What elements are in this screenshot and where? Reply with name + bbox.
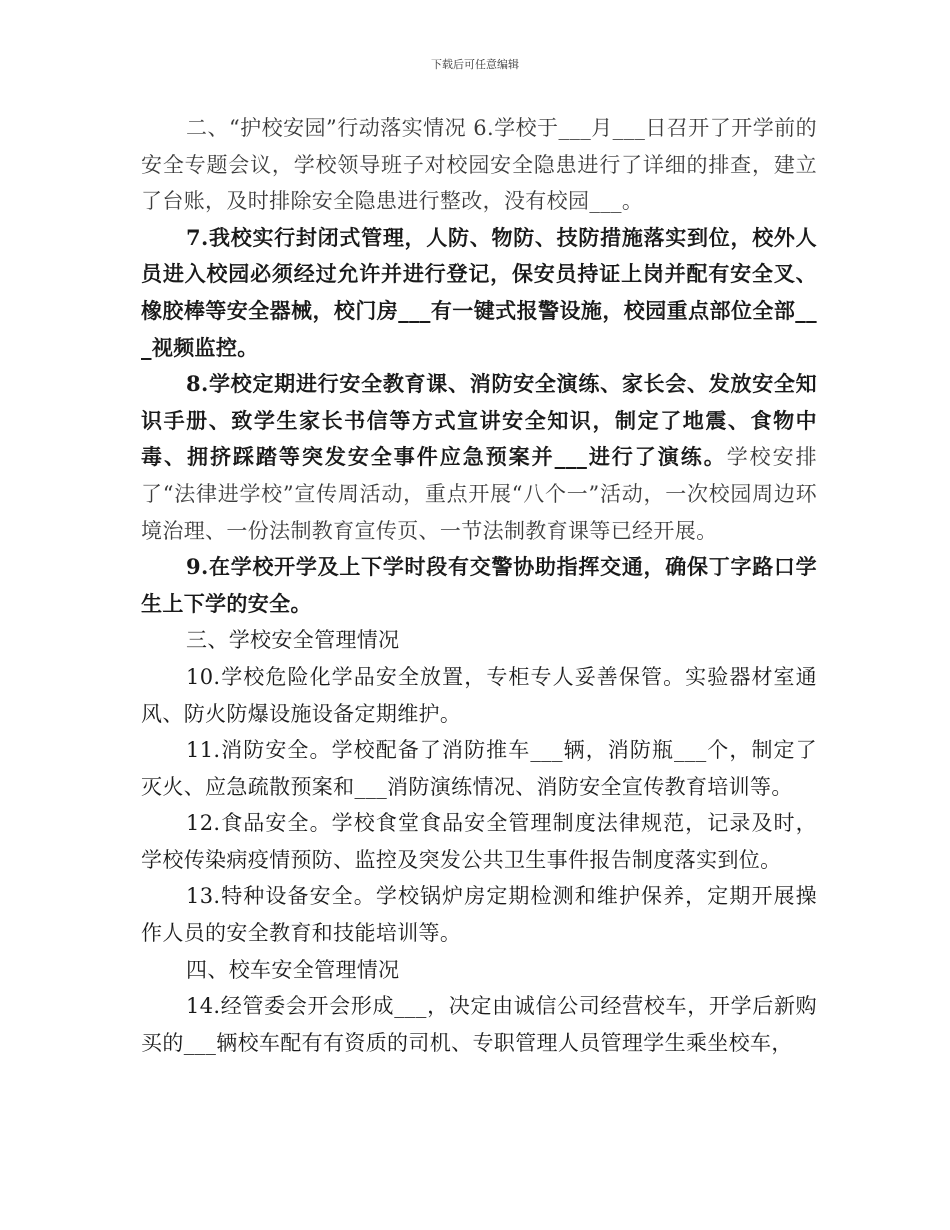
document-body bbox=[141, 110, 817, 1061]
paragraph-item-11: 11.消防安全。学校配备了消防推车___辆，消防瓶___个，制定了灭火、应急疏散预案和___消防演练情况、消防安全宣传教育培训等。 bbox=[141, 738, 817, 799]
paragraph-item-14: 14.经管委会开会形成___，决定由诚信公司经营校车，开学后新购买的___辆校车配有有资质的司机、专职管理人员管理学生乘坐校车， bbox=[141, 994, 817, 1055]
paragraph-item-13: 13.特种设备安全。学校锅炉房定期检测和维护保养，定期开展操作人员的安全教育和技能培训等。 bbox=[141, 884, 817, 946]
paragraph-item-10: 10.学校危险化学品安全放置，专柜专人妥善保管。实验器材室通风、防火防爆设施设备定期维护。 bbox=[141, 664, 817, 726]
section-heading-4: 四、校车安全管理情况 bbox=[186, 957, 400, 982]
paragraph-item-8-continued: 学校安排了“法律进学校”宣传周活动，重点开展“八个一”活动，一次校园周边环境治理、一份法制教育宣传页、一节法制教育课等已经开展。 bbox=[141, 445, 817, 543]
paragraph-item-8 bbox=[141, 366, 817, 549]
paragraph-item-12: 12.食品安全。学校食堂食品安全管理制度法律规范，记录及时，学校传染病疫情预防、监控及突发公共卫生事件报告制度落实到位。 bbox=[141, 811, 817, 872]
paragraph-section-2-intro: 二、“护校安园”行动落实情况 6.学校于___月___日召开了开学前的安全专题会议，学校领导班子对校园安全隐患进行了详细的排查，建立了台账，及时排除安全隐患进行整改，没有校园___。 bbox=[141, 116, 817, 214]
paragraph-item-7: 7.我校实行封闭式管理，人防、物防、技防措施落实到位，校外人员进入校园必须经过允许并进行登记，保安员持证上岗并配有安全叉、橡胶棒等安全器械，校门房___有一键式报警设施，校园重点部位全部___视频监控。 bbox=[141, 224, 817, 360]
paragraph-item-8-main: 8.学校定期进行安全教育课、消防安全演练、家长会、发放安全知识手册、致学生家长书信等方式宣讲安全知识，制定了地震、食物中毒、拥挤踩踏等突发安全事件应急预案并___进行了演练。 bbox=[141, 371, 817, 470]
page-header: 下载后可任意编辑 bbox=[431, 58, 519, 71]
paragraph-item-9: 9.在学校开学及上下学时段有交警协助指挥交通，确保丁字路口学生上下学的安全。 bbox=[141, 554, 817, 616]
section-heading-3: 三、学校安全管理情况 bbox=[186, 628, 400, 653]
